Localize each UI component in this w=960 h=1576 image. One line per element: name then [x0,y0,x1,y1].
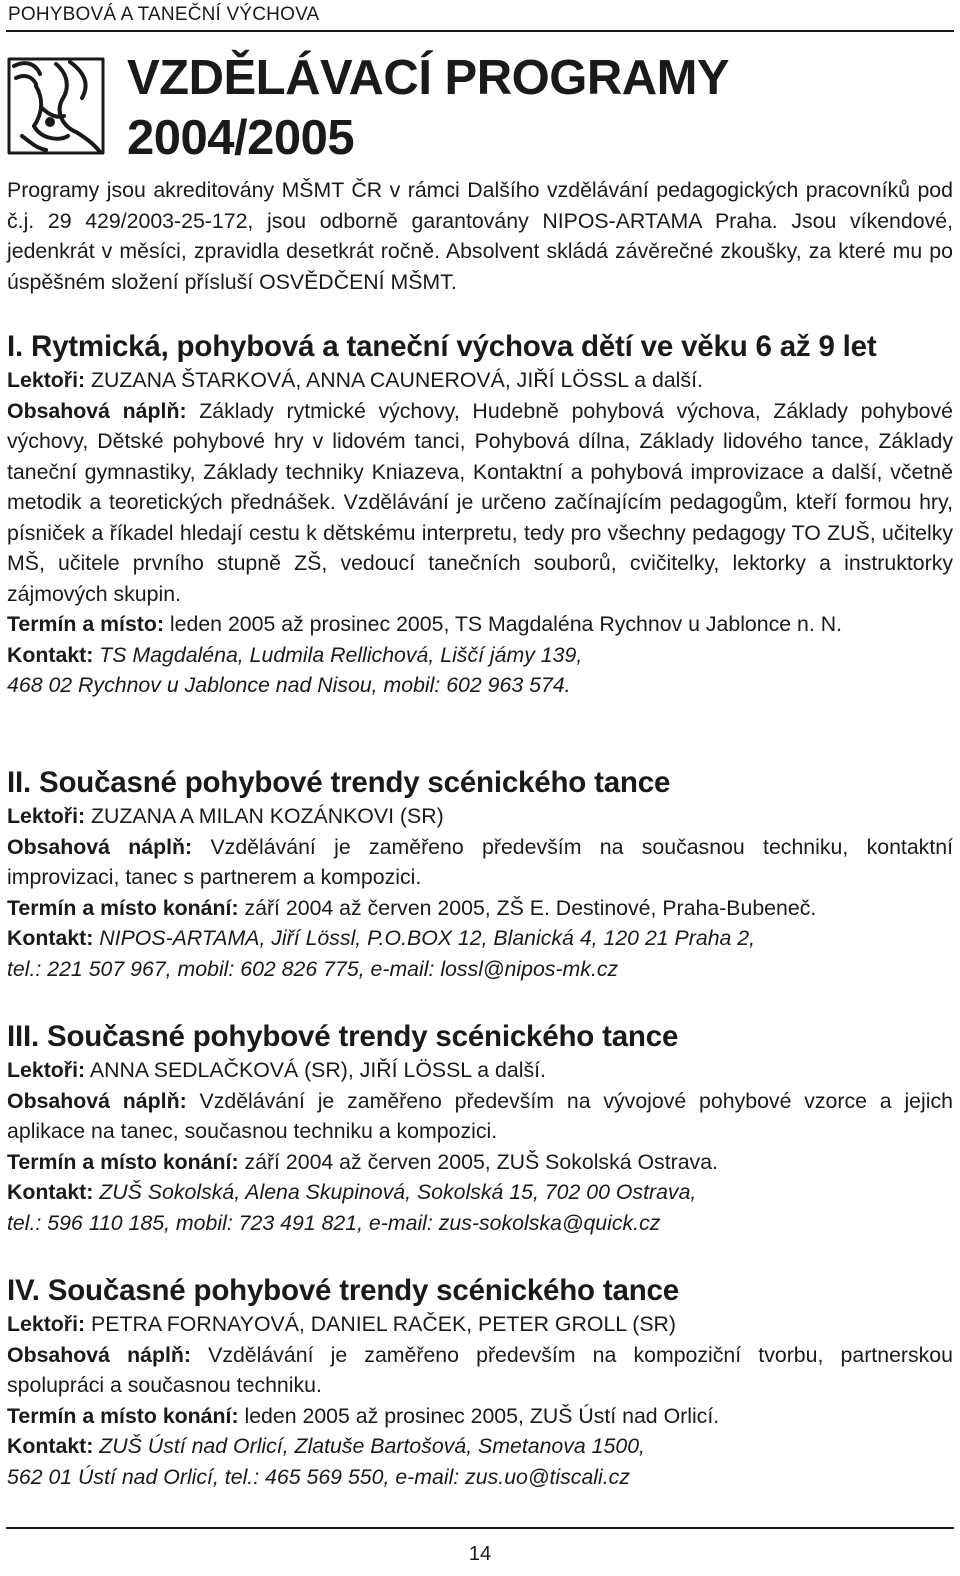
footer-rule [6,1527,954,1529]
contact-line-2: 468 02 Rychnov u Jablonce nad Nisou, mobil: 602 963 574. [7,673,571,697]
header-rule [6,30,954,32]
running-header: POHYBOVÁ A TANEČNÍ VÝCHOVA [8,4,320,25]
page-number: 14 [468,1543,492,1565]
intro-paragraph: Programy jsou akreditovány MŠMT ČR v rámci Dalšího vzdělávání pedagogických pracovníků pod č.j. 29 429/2003-25-172, jsou odborně garantovány NIPOS-ARTAMA Praha. Jsou víkendové, jedenkrát v měsíci, zpravidla desetkrát ročně. Absolvent skládá závěrečné zkoušky, za které mu po úspěšném složení přísluší OSVĚDČENÍ MŠMT. [7,178,953,294]
contact-label: Kontakt: [7,642,94,667]
contact-label: Kontakt: [7,1180,94,1204]
contact-line-1: ZUŠ Ústí nad Orlicí, Zlatuše Bartošová, Smetanova 1500, [99,1434,645,1458]
content-value: Vzdělávání je zaměřeno především na vývojové pohybové vzorce a jejich aplikace na tanec, současnou techniku a kompozici. [7,1088,953,1143]
lecturers-label: Lektoři: [7,1058,86,1082]
term-value: leden 2005 až prosinec 2005, ZUŠ Ústí nad Orlicí. [244,1403,720,1428]
section-heading: III. Současné pohybové trendy scénického tance [7,1020,679,1053]
section-heading: IV. Současné pohybové trendy scénického tance [7,1274,679,1307]
contact-label: Kontakt: [7,926,94,950]
section-1 [7,329,953,701]
contact-line-1: ZUŠ Sokolská, Alena Skupinová, Sokolská 15, 702 00 Ostrava, [99,1180,697,1204]
dancer-logo-icon [6,56,106,156]
contact-line-1: TS Magdaléna, Ludmila Rellichová, Liščí jámy 139, [99,642,583,667]
lecturers-value: ANNA SEDLAČKOVÁ (SR), JIŘÍ LÖSSL a další. [89,1058,546,1082]
term-label: Termín a místo konání: [7,895,239,920]
contact-line-2: 562 01 Ústí nad Orlicí, tel.: 465 569 550, e-mail: zus.uo@tiscali.cz [7,1464,630,1489]
term-value: leden 2005 až prosinec 2005, TS Magdaléna Rychnov u Jablonce n. N. [169,612,843,636]
section-heading: I. Rytmická, pohybová a taneční výchova dětí ve věku 6 až 9 let [7,330,877,363]
content-label: Obsahová náplň: [7,1342,191,1367]
lecturers-value: PETRA FORNAYOVÁ, DANIEL RAČEK, PETER GROLL (SR) [91,1312,677,1336]
lecturers-label: Lektoři: [7,368,86,392]
lecturers-label: Lektoři: [7,1312,86,1336]
term-label: Termín a místo konání: [7,1403,239,1428]
content-label: Obsahová náplň: [7,398,187,423]
section-4 [7,1273,953,1492]
title-line-2: 2004/2005 [127,111,355,165]
content-label: Obsahová náplň: [7,834,193,859]
section-2 [7,765,953,984]
contact-line-2: tel.: 596 110 185, mobil: 723 491 821, e-mail: zus-sokolska@quick.cz [7,1210,661,1235]
content-value: Základy rytmické výchovy, Hudebně pohybová výchova, Základy pohybové výchovy, Dětské pohybové hry v lidovém tanci, Pohybová dílna, Základy lidového tance, Základy taneční gymnastiky, Základy techniky Kniazeva, Kontaktní a pohybová improvizace a další, včetně metodik a teoretických přednášek. Vzdělávání je určeno začínajícím pedagogům, kteří formou hry, písniček a říkadel hledají cestu k dětskému interpretu, tedy pro všechny pedagogy TO ZUŠ, učitelky MŠ, učitele prvního stupně ZŠ, vedoucí tanečních souborů, cvičitelky, lektorky a instruktorky zájmových skupin. [7,398,953,606]
content-value: Vzdělávání je zaměřeno především na kompoziční tvorbu, partnerskou spolupráci a současnou techniku. [7,1342,953,1397]
contact-line-1: NIPOS-ARTAMA, Jiří Lössl, P.O.BOX 12, Blanická 4, 120 21 Praha 2, [99,926,756,950]
section-3 [7,1019,953,1238]
term-label: Termín a místo: [7,612,164,636]
term-value: září 2004 až červen 2005, ZŠ E. Destinové, Praha-Bubeneč. [244,895,817,920]
page-title [127,48,729,168]
contact-line-2: tel.: 221 507 967, mobil: 602 826 775, e-mail: lossl@nipos-mk.cz [7,956,619,981]
term-label: Termín a místo konání: [7,1149,239,1174]
content-label: Obsahová náplň: [7,1088,187,1113]
lecturers-value: ZUZANA ŠTARKOVÁ, ANNA CAUNEROVÁ, JIŘÍ LÖSSL a další. [91,368,703,392]
content-value: Vzdělávání je zaměřeno především na současnou techniku, kontaktní improvizaci, tanec s partnerem a kompozici. [7,834,953,889]
lecturers-value: ZUZANA A MILAN KOZÁNKOVI (SR) [91,804,444,828]
section-heading: II. Současné pohybové trendy scénického tance [7,766,671,799]
title-line-1: VZDĚLÁVACÍ PROGRAMY [127,51,730,105]
term-value: září 2004 až červen 2005, ZUŠ Sokolská Ostrava. [244,1149,718,1174]
lecturers-label: Lektoři: [7,804,86,828]
contact-label: Kontakt: [7,1434,94,1458]
